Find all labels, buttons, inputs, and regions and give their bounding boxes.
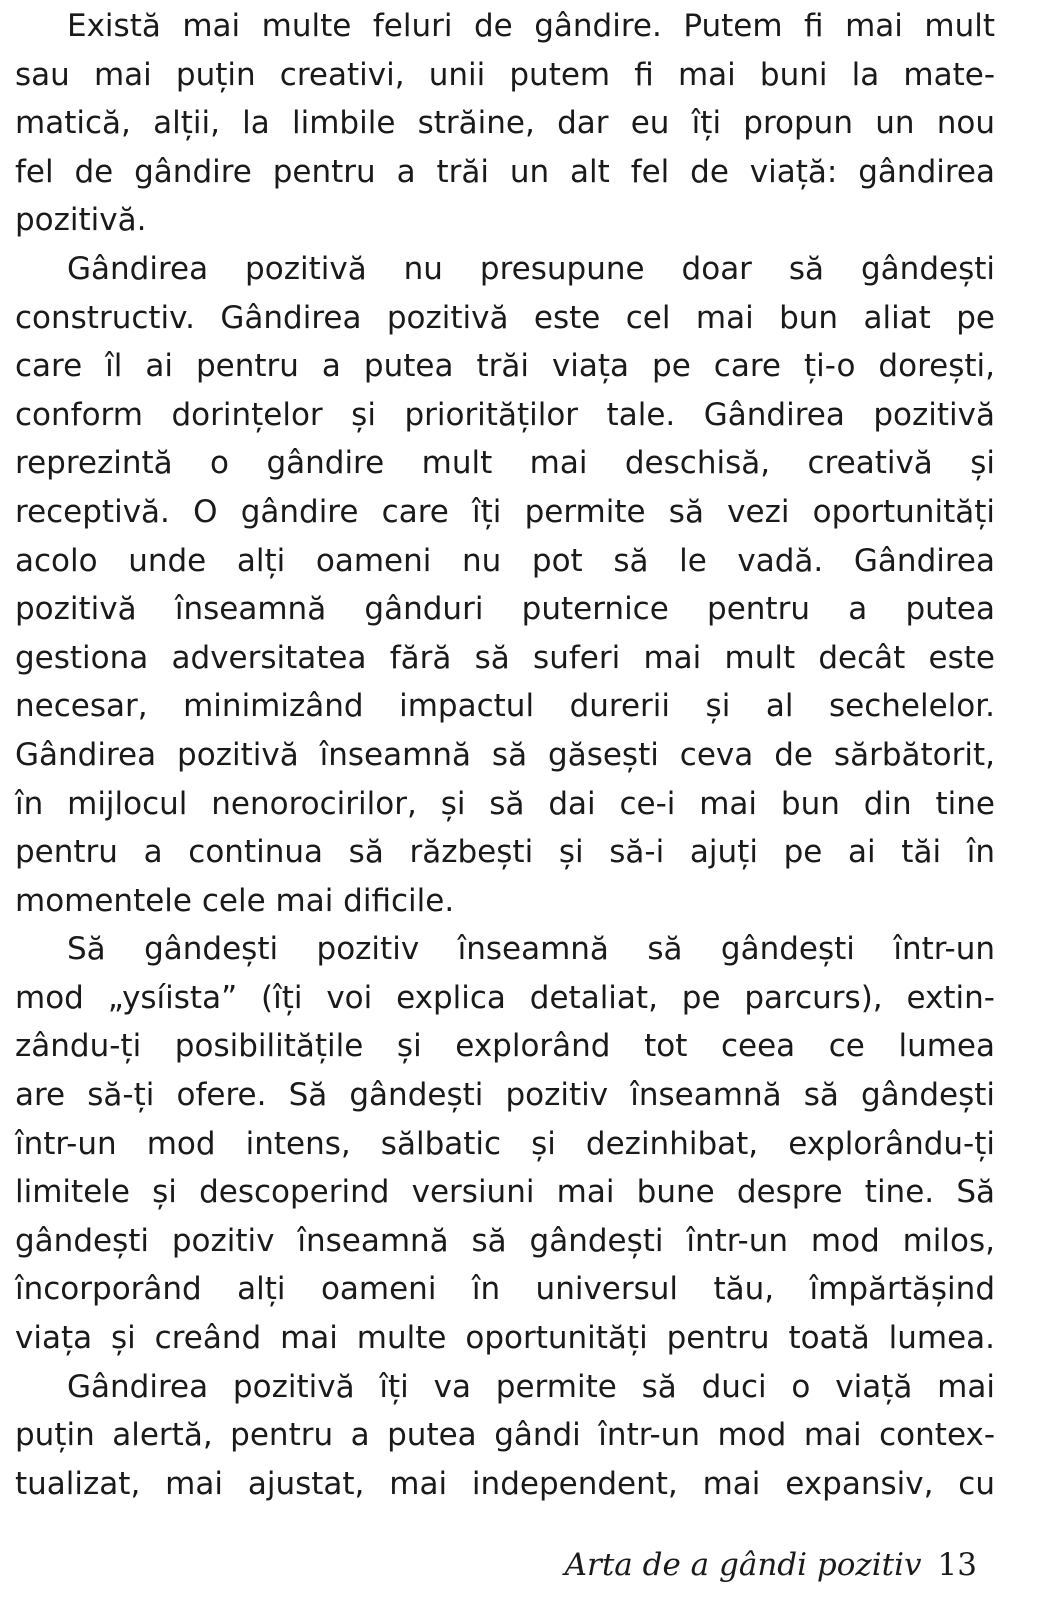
text-line: într-un mod intens, sălbatic și dezinhibat, explorându-ți [15, 1125, 995, 1162]
running-title: Arta de a gândi pozitiv [564, 1547, 922, 1583]
page-number: 13 [937, 1547, 977, 1583]
text-line: Să gândești pozitiv înseamnă să gândești într-un [67, 931, 995, 968]
text-line: are să-ți ofere. Să gândești pozitiv înseamnă să gândești [15, 1077, 995, 1114]
text-line: necesar, minimizând impactul durerii și al sechelelor. [15, 688, 995, 725]
text-line: Gândirea pozitivă înseamnă să găsești ceva de sărbătorit, [15, 736, 995, 773]
text-line: încorporând alți oameni în universul tău, împărtășind [15, 1271, 995, 1308]
text-line: receptivă. O gândire care îți permite să vezi oportunități [15, 493, 995, 530]
text-line: acolo unde alți oameni nu pot să le vadă. Gândirea [15, 542, 995, 579]
body-text [15, 2, 995, 1508]
text-line: gândești pozitiv înseamnă să gândești într-un mod milos, [15, 1222, 995, 1259]
text-line: reprezintă o gândire mult mai deschisă, creativă și [15, 445, 995, 482]
text-line: în mijlocul nenorocirilor, și să dai ce-i mai bun din tine [15, 785, 995, 822]
text-line: viața și creând mai multe oportunități pentru toată lumea. [15, 1320, 995, 1357]
text-line: tualizat, mai ajustat, mai independent, mai expansiv, cu [15, 1465, 995, 1502]
text-line: limitele și descoperind versiuni mai bune despre tine. Să [15, 1174, 995, 1211]
text-line: Există mai multe feluri de gândire. Putem fi mai mult [67, 8, 995, 44]
text-line: momentele cele mai dificile. [15, 882, 455, 919]
text-line: care îl ai pentru a putea trăi viața pe care ți-o dorești, [15, 348, 995, 385]
text-line: fel de gândire pentru a trăi un alt fel de viață: gândirea [15, 153, 995, 190]
text-line: pozitivă înseamnă gânduri puternice pentru a putea [15, 591, 995, 628]
text-line: puțin alertă, pentru a putea gândi într-un mod mai contex- [15, 1417, 995, 1454]
text-line: gestiona adversitatea fără să suferi mai mult decât este [15, 639, 995, 676]
text-line: constructiv. Gândirea pozitivă este cel mai bun aliat pe [15, 299, 995, 336]
text-line: conform dorințelor și priorităților tale. Gândirea pozitivă [15, 396, 995, 433]
text-line: sau mai puțin creativi, unii putem fi mai buni la mate- [15, 56, 995, 93]
text-line: zându-ți posibilitățile și explorând tot ceea ce lumea [15, 1028, 995, 1065]
text-line: pozitivă. [15, 202, 147, 239]
text-line: pentru a continua să răzbești și să-i ajuți pe ai tăi în [15, 834, 995, 871]
text-line: Gândirea pozitivă nu presupune doar să gândești [67, 250, 995, 287]
page-footer [565, 1540, 977, 1590]
text-line: Gândirea pozitivă îți va permite să duci o viață mai [67, 1368, 995, 1405]
text-line: mod „ysíista” (îți voi explica detaliat, pe parcurs), extin- [15, 979, 995, 1016]
text-line: matică, alții, la limbile străine, dar eu îți propun un nou [15, 105, 995, 142]
